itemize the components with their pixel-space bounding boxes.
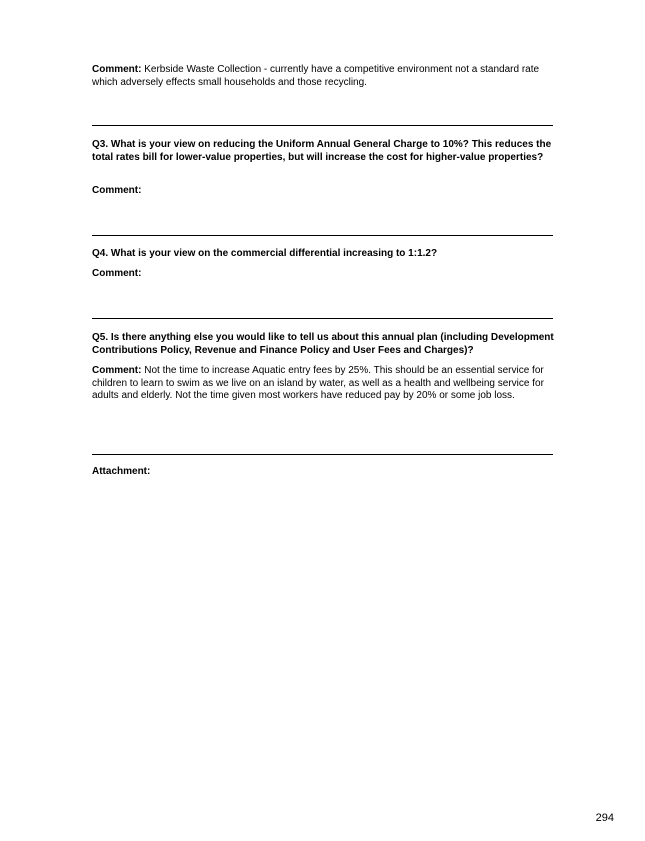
q2-comment-label: Comment: [92, 64, 142, 75]
attachment-label: Attachment: [92, 466, 151, 477]
q4-comment-label: Comment: [92, 268, 142, 279]
divider-4 [92, 454, 553, 455]
divider-3 [92, 318, 553, 319]
divider-1 [92, 125, 553, 126]
q5-comment-text: Not the time to increase Aquatic entry fees by 25%. This should be an essential service for children to learn to swim as we live on an island by water, as well as a health and wellbeing service for adults and elderly. Not the time given most workers have reduced pay by 20% or some job loss. [92, 365, 544, 402]
q2-comment-text: Kerbside Waste Collection - currently have a competitive environment not a standard rate which adversely effects small households and those recycling. [92, 64, 540, 88]
page-number: 294 [595, 812, 614, 824]
q3-comment-block [92, 185, 554, 198]
q2-comment-block [92, 64, 554, 89]
q4-comment-block [92, 268, 554, 281]
q3-comment-label: Comment: [92, 185, 142, 196]
divider-2 [92, 235, 553, 236]
q5-comment-label: Comment: [92, 365, 142, 376]
q4-question: Q4. What is your view on the commercial differential increasing to 1:1.2? [92, 248, 438, 259]
q5-question: Q5. Is there anything else you would like to tell us about this annual plan (including Development Contributions Policy, Revenue and Finance Policy and User Fees and Charges)? [92, 332, 554, 356]
q3-question: Q3. What is your view on reducing the Uniform Annual General Charge to 10%? This reduces the total rates bill for lower-value properties, but will increase the cost for higher-value properties? [92, 139, 552, 163]
q5-comment-block [92, 365, 554, 403]
